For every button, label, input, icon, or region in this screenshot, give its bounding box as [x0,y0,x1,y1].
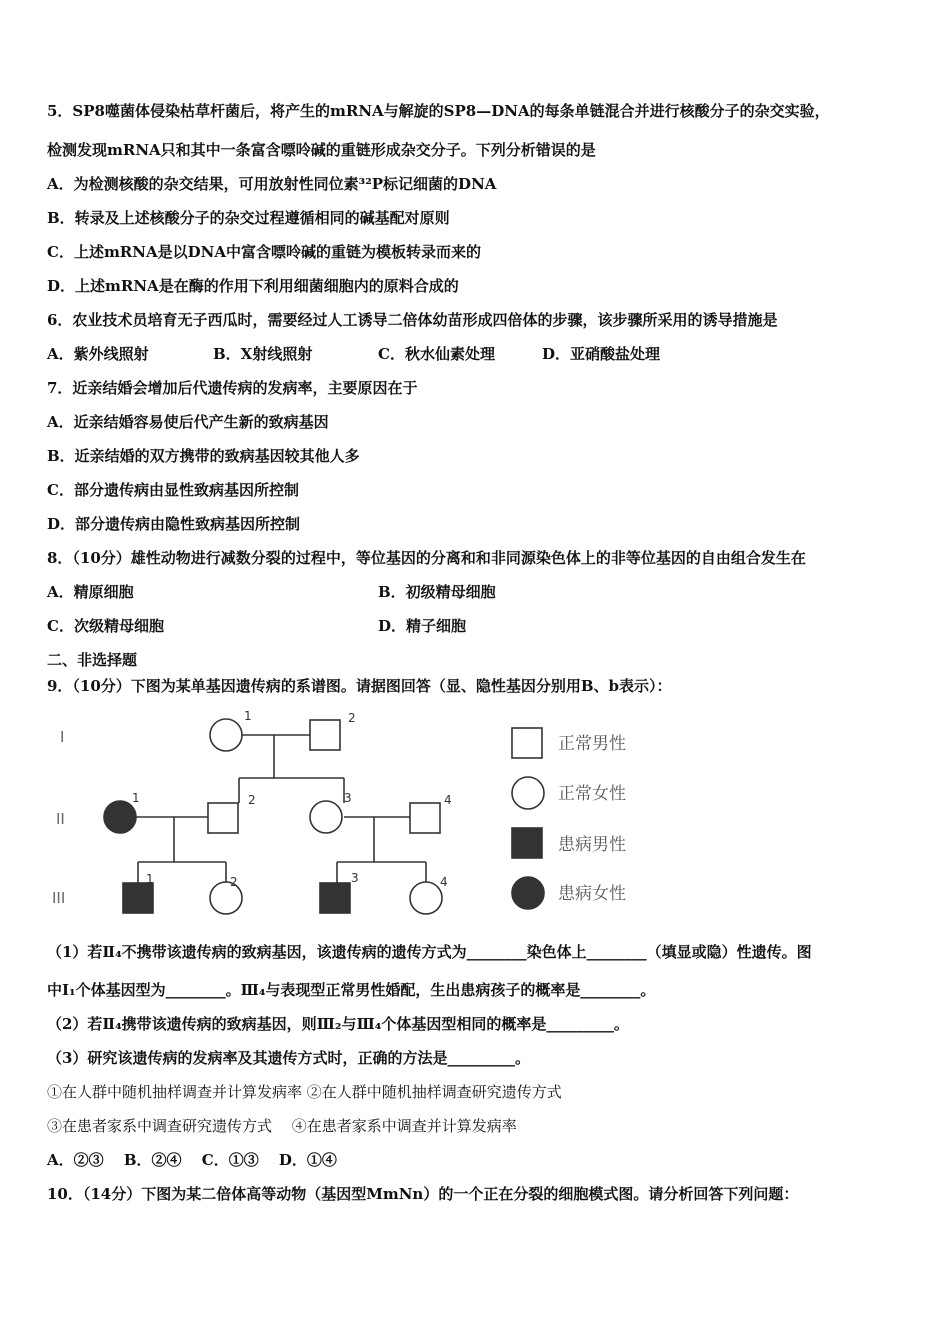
q5-option-b: B．转录及上述核酸分子的杂交过程遵循相同的碱基配对原则 [47,209,450,227]
q7-option-c: C．部分遗传病由显性致病基因所控制 [47,481,299,499]
q8-option-b: B．初级精母细胞 [378,583,496,601]
legend-normal-female-icon [512,777,544,809]
q5-option-a: A．为检测核酸的杂交结果，可用放射性同位素³²P标记细菌的DNA [47,175,497,193]
legend-normal-male-icon [512,728,542,758]
q9-part1-line1: （1）若Ⅱ₄不携带该遗传病的致病基因，该遗传病的遗传方式为________染色体上________（填显或隐）性遗传。图 [47,943,812,961]
q9-part1-line2: 中Ⅰ₁个体基因型为________。Ⅲ₄与表现型正常男性婚配，生出患病孩子的概率是________。 [47,981,656,999]
q5-stem-line1: 5．SP8噬菌体侵染枯草杆菌后，将产生的mRNA与解旋的SP8—DNA的每条单链混合并进行核酸分子的杂交实验， [47,102,830,120]
legend-affected-male-label: 患病男性 [558,835,626,855]
q6-option-b: B．X射线照射 [213,345,313,363]
q8-option-d: D．精子细胞 [378,617,467,635]
num-iii4: 4 [440,875,448,889]
q6-stem: 6．农业技术员培育无子西瓜时，需要经过人工诱导二倍体幼苗形成四倍体的步骤，该步骤所采用的诱导措施是 [47,311,778,329]
legend-affected-male-icon [512,828,542,858]
q5-stem-line2: 检测发现mRNA只和其中一条富含嘌呤碱的重链形成杂交分子。下列分析错误的是 [47,141,596,159]
legend-normal-male-label: 正常男性 [558,734,626,754]
pedigree-ii3-normal-female [310,801,342,833]
q9-methods-line2: ③在患者家系中调查研究遗传方式 ④在患者家系中调查并计算发病率 [47,1117,517,1135]
pedigree-i1-normal-female [210,719,242,751]
q6-option-a: A．紫外线照射 [47,345,149,363]
pedigree-ii2-normal-male [208,803,238,833]
q9-part3: （3）研究该遗传病的发病率及其遗传方式时，正确的方法是_________。 [47,1049,530,1067]
q6-option-c: C．秋水仙素处理 [378,345,495,363]
q7-option-d: D．部分遗传病由隐性致病基因所控制 [47,515,301,533]
num-ii3: 3 [344,791,352,805]
pedigree-iii1-affected-male [123,883,153,913]
q8-stem: 8．（10分）雄性动物进行减数分裂的过程中，等位基因的分离和和非同源染色体上的非等位基因的自由组合发生在 [47,549,806,567]
legend-affected-female-icon [512,877,544,909]
num-iii3: 3 [351,871,359,885]
num-iii2: 2 [230,875,238,889]
pedigree-iii4-normal-female [410,882,442,914]
num-ii1: 1 [132,791,140,805]
pedigree-iii3-affected-male [320,883,350,913]
legend-affected-female-label: 患病女性 [558,884,626,904]
num-ii2: 2 [248,793,256,807]
num-i2: 2 [348,711,356,725]
pedigree-ii1-affected-female [104,801,136,833]
num-ii4: 4 [444,793,452,807]
pedigree-i2-normal-male [310,720,340,750]
gen-label-iii: III [52,889,66,907]
gen-label-ii: II [56,810,65,828]
legend-normal-female-label: 正常女性 [558,784,626,804]
q8-option-a: A．精原细胞 [47,583,134,601]
q9-methods-line1: ①在人群中随机抽样调查并计算发病率 ②在人群中随机抽样调查研究遗传方式 [47,1083,562,1101]
pedigree-ii4-normal-male [410,803,440,833]
num-iii1: 1 [146,872,154,886]
q9-stem: 9．（10分）下图为某单基因遗传病的系谱图。请据图回答（显、隐性基因分别用B、b表示）： [47,677,672,695]
section-title: 二、非选择题 [47,651,138,669]
num-i1: 1 [244,709,252,723]
pedigree-chart [40,700,680,925]
q6-option-d: D．亚硝酸盐处理 [542,345,661,363]
gen-label-i: I [60,728,65,746]
q5-option-d: D．上述mRNA是在酶的作用下利用细菌细胞内的原料合成的 [47,277,459,295]
q5-option-c: C．上述mRNA是以DNA中富含嘌呤碱的重链为模板转录而来的 [47,243,481,261]
q10-stem: 10．（14分）下图为某二倍体高等动物（基因型MmNn）的一个正在分裂的细胞模式图。请分析回答下列问题： [47,1185,799,1203]
q9-options: A．②③ B．②④ C．①③ D．①④ [47,1151,337,1169]
q7-option-b: B．近亲结婚的双方携带的致病基因较其他人多 [47,447,360,465]
q7-stem: 7．近亲结婚会增加后代遗传病的发病率，主要原因在于 [47,379,418,397]
q8-option-c: C．次级精母细胞 [47,617,164,635]
q7-option-a: A．近亲结婚容易使后代产生新的致病基因 [47,413,329,431]
q9-part2: （2）若Ⅱ₄携带该遗传病的致病基因，则Ⅲ₂与Ⅲ₄个体基因型相同的概率是_________。 [47,1015,629,1033]
